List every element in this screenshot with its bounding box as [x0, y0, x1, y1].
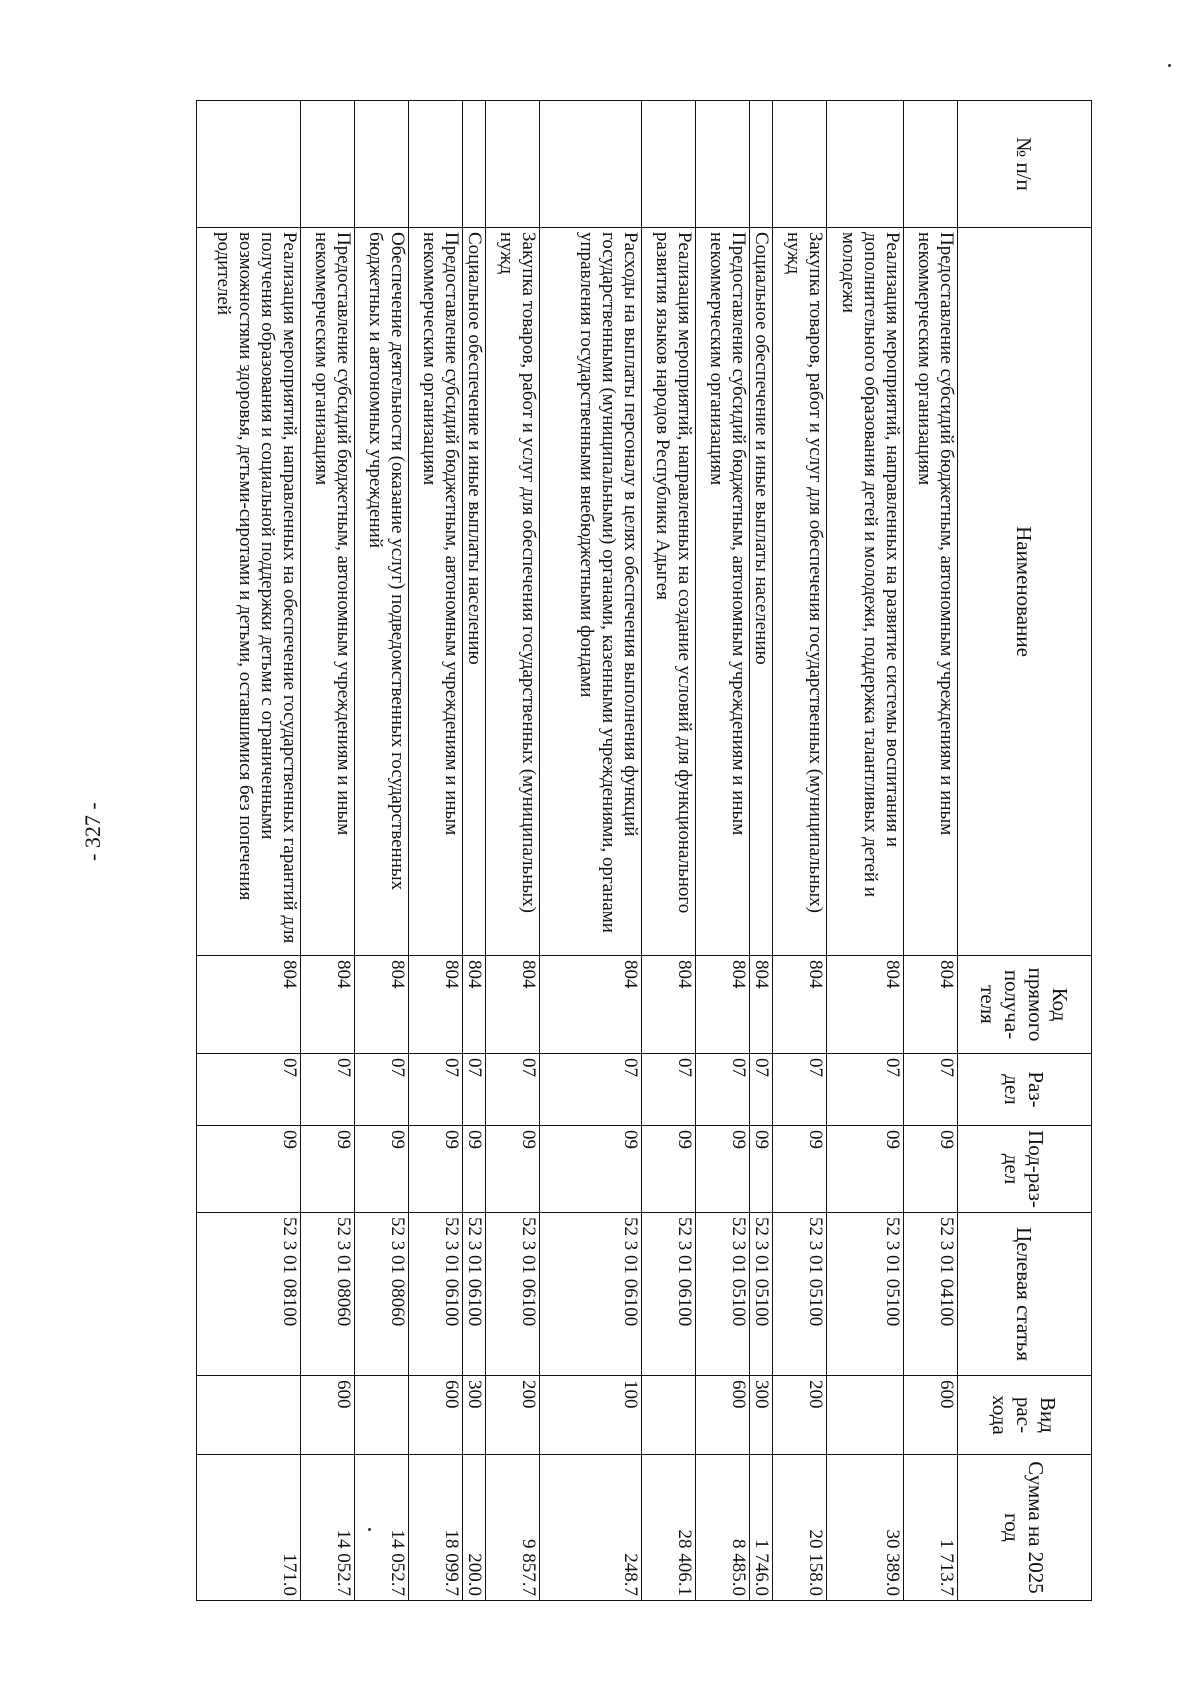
cell-num [463, 101, 486, 228]
table-row [750, 101, 773, 1601]
cell-article: 52 3 01 06100 [642, 1213, 696, 1376]
cell-name: Предоставление субсидий бюджетным, автономным учреждениям и иным некоммерческим организациям [301, 228, 355, 956]
cell-article: 52 3 01 08060 [355, 1213, 409, 1376]
cell-num [827, 101, 904, 228]
table-row [463, 101, 486, 1601]
cell-subsection: 09 [463, 1126, 486, 1213]
cell-code: 804 [409, 956, 463, 1054]
cell-num [355, 101, 409, 228]
cell-num [197, 101, 301, 228]
scan-speck [1168, 64, 1171, 67]
cell-section: 07 [197, 1054, 301, 1126]
cell-subsection: 09 [827, 1126, 904, 1213]
cell-expense-type: 300 [750, 1376, 773, 1455]
cell-num [642, 101, 696, 228]
header-sum: Сумма на 2025 год [958, 1455, 1092, 1601]
cell-section: 07 [773, 1054, 827, 1126]
table-row [197, 101, 301, 1601]
cell-article: 52 3 01 08100 [197, 1213, 301, 1376]
cell-article: 52 3 01 08060 [301, 1213, 355, 1376]
cell-sum: 1 713.7 [904, 1455, 958, 1601]
cell-subsection: 09 [642, 1126, 696, 1213]
header-expense-type: Вид рас-хода [958, 1376, 1092, 1455]
cell-article: 52 3 01 05100 [773, 1213, 827, 1376]
cell-code: 804 [486, 956, 540, 1054]
cell-section: 07 [355, 1054, 409, 1126]
cell-subsection: 09 [409, 1126, 463, 1213]
cell-num [696, 101, 750, 228]
cell-code: 804 [197, 956, 301, 1054]
cell-code: 804 [301, 956, 355, 1054]
cell-name: Социальное обеспечение и иные выплаты населению [750, 228, 773, 956]
cell-num [540, 101, 642, 228]
cell-expense-type: 100 [540, 1376, 642, 1455]
cell-subsection: 09 [696, 1126, 750, 1213]
cell-section: 07 [301, 1054, 355, 1126]
page-number: - 327 - [80, 802, 105, 861]
cell-name: Социальное обеспечение и иные выплаты населению [463, 228, 486, 956]
cell-article: 52 3 01 06100 [409, 1213, 463, 1376]
header-num: № п/п [958, 101, 1092, 228]
table-row [301, 101, 355, 1601]
cell-code: 804 [355, 956, 409, 1054]
cell-code: 804 [540, 956, 642, 1054]
cell-name: Реализация мероприятий, направленных на обеспечение государственных гарантий для получения образования и социальной поддержки детьми с ограниченными возможностями здоровья, детьми-сиротами и детьми, оставшимися без попечения родителей [197, 228, 301, 956]
cell-name: Реализация мероприятий, направленных на создание условий для функционального развития языков народов Республики Адыгея [642, 228, 696, 956]
cell-expense-type: 300 [463, 1376, 486, 1455]
cell-expense-type [642, 1376, 696, 1455]
cell-code: 804 [463, 956, 486, 1054]
cell-sum: 248.7 [540, 1455, 642, 1601]
cell-subsection: 09 [197, 1126, 301, 1213]
cell-sum: 14 052.7 [355, 1455, 409, 1601]
cell-subsection: 09 [904, 1126, 958, 1213]
budget-table [196, 100, 1092, 1601]
cell-article: 52 3 01 05100 [827, 1213, 904, 1376]
cell-subsection: 09 [486, 1126, 540, 1213]
cell-section: 07 [540, 1054, 642, 1126]
cell-name: Обеспечение деятельности (оказание услуг) подведомственных государственных бюджетных и автономных учреждений [355, 228, 409, 956]
cell-section: 07 [642, 1054, 696, 1126]
cell-num [773, 101, 827, 228]
cell-num [301, 101, 355, 228]
cell-section: 07 [696, 1054, 750, 1126]
table-row [486, 101, 540, 1601]
cell-sum: 200.0 [463, 1455, 486, 1601]
header-section: Раз-дел [958, 1054, 1092, 1126]
table-row [540, 101, 642, 1601]
header-code: Код прямого получа-теля [958, 956, 1092, 1054]
cell-num [409, 101, 463, 228]
cell-code: 804 [642, 956, 696, 1054]
cell-sum: 1 746.0 [750, 1455, 773, 1601]
rotated-table-container [127, 100, 1092, 1600]
cell-code: 804 [904, 956, 958, 1054]
cell-subsection: 09 [750, 1126, 773, 1213]
header-subsection: Под-раз-дел [958, 1126, 1092, 1213]
cell-article: 52 3 01 05100 [696, 1213, 750, 1376]
cell-code: 804 [773, 956, 827, 1054]
cell-expense-type: 600 [301, 1376, 355, 1455]
cell-expense-type: 200 [486, 1376, 540, 1455]
cell-sum: 8 485.0 [696, 1455, 750, 1601]
cell-name: Предоставление субсидий бюджетным, автономным учреждениям и иным некоммерческим организациям [696, 228, 750, 956]
cell-name: Предоставление субсидий бюджетным, автономным учреждениям и иным некоммерческим организациям [409, 228, 463, 956]
cell-name: Расходы на выплаты персоналу в целях обеспечения выполнения функций государственными (муниципальными) органами, казенными учреждениями, органами управления государственными внебюджетными фондами [540, 228, 642, 956]
table-row [696, 101, 750, 1601]
cell-name: Закупка товаров, работ и услуг для обеспечения государственных (муниципальных) нужд [486, 228, 540, 956]
cell-section: 07 [904, 1054, 958, 1126]
table-row [355, 101, 409, 1601]
cell-expense-type: 600 [409, 1376, 463, 1455]
cell-subsection: 09 [773, 1126, 827, 1213]
cell-num [750, 101, 773, 228]
table-header-row [958, 101, 1092, 1601]
cell-expense-type: 600 [696, 1376, 750, 1455]
cell-sum: 30 389.0 [827, 1455, 904, 1601]
cell-expense-type [197, 1376, 301, 1455]
cell-subsection: 09 [540, 1126, 642, 1213]
cell-expense-type: 200 [773, 1376, 827, 1455]
cell-name: Предоставление субсидий бюджетным, автономным учреждениям и иным некоммерческим организациям [904, 228, 958, 956]
cell-article: 52 3 01 05100 [750, 1213, 773, 1376]
cell-num [904, 101, 958, 228]
cell-sum: 20 158.0 [773, 1455, 827, 1601]
cell-expense-type [827, 1376, 904, 1455]
table-row [773, 101, 827, 1601]
cell-article: 52 3 01 06100 [540, 1213, 642, 1376]
cell-section: 07 [409, 1054, 463, 1126]
table-row [642, 101, 696, 1601]
cell-article: 52 3 01 04100 [904, 1213, 958, 1376]
cell-name: Реализация мероприятий, направленных на развитие системы воспитания и дополнительного образования детей и молодежи, поддержка талантливых детей и молодежи [827, 228, 904, 956]
table-row [827, 101, 904, 1601]
cell-expense-type [355, 1376, 409, 1455]
cell-code: 804 [750, 956, 773, 1054]
cell-num [486, 101, 540, 228]
header-name: Наименование [958, 228, 1092, 956]
cell-subsection: 09 [355, 1126, 409, 1213]
cell-sum: 18 099.7 [409, 1455, 463, 1601]
table-row [409, 101, 463, 1601]
cell-sum: 171.0 [197, 1455, 301, 1601]
cell-sum: 9 857.7 [486, 1455, 540, 1601]
cell-name: Закупка товаров, работ и услуг для обеспечения государственных (муниципальных) нужд [773, 228, 827, 956]
cell-section: 07 [486, 1054, 540, 1126]
cell-code: 804 [696, 956, 750, 1054]
cell-code: 804 [827, 956, 904, 1054]
cell-section: 07 [750, 1054, 773, 1126]
cell-article: 52 3 01 06100 [486, 1213, 540, 1376]
cell-section: 07 [827, 1054, 904, 1126]
cell-article: 52 3 01 06100 [463, 1213, 486, 1376]
cell-sum: 28 406.1 [642, 1455, 696, 1601]
cell-section: 07 [463, 1054, 486, 1126]
table-body [197, 101, 958, 1601]
table-row [904, 101, 958, 1601]
header-article: Целевая статья [958, 1213, 1092, 1376]
cell-subsection: 09 [301, 1126, 355, 1213]
cell-expense-type: 600 [904, 1376, 958, 1455]
cell-sum: 14 052.7 [301, 1455, 355, 1601]
